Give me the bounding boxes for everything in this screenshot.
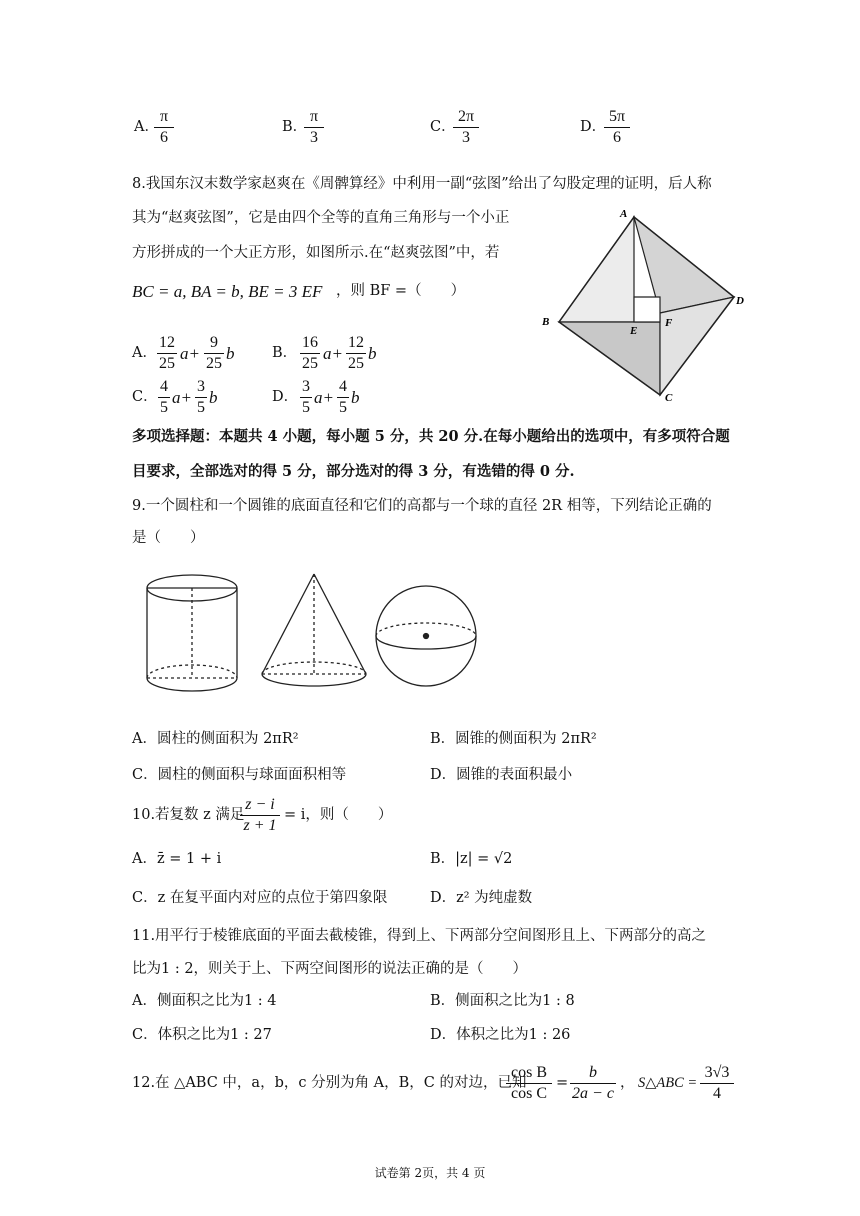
q10-option-d: D．z² 为纯虚数	[430, 890, 533, 906]
q10-fraction: z − i z + 1	[240, 796, 280, 835]
q8-option-b-coef1: 16 25	[302, 334, 318, 372]
q7-option-d-label: D．	[580, 119, 607, 135]
q9-option-b: B．圆锥的侧面积为 2πR²	[430, 731, 597, 747]
cone-figure	[262, 574, 366, 686]
q8-option-d-coef1: 3 5	[302, 378, 310, 416]
q9-stem-line1: 9.一个圆柱和一个圆锥的底面直径和它们的高都与一个球的直径 2R 相等，下列结论正确的	[132, 498, 712, 514]
q11-option-c: C．体积之比为1 : 27	[132, 1027, 272, 1043]
q10-stem-prefix: 10.若复数 z 满足	[132, 807, 245, 823]
label-a: A	[620, 208, 628, 220]
label-f: F	[665, 317, 673, 329]
q8-stem-line1: 8.我国东汉末数学家赵爽在《周髀算经》中利用一副“弦图”给出了勾股定理的证明，后人称	[132, 176, 712, 192]
q8-vector-condition: BC = a, BA = b, BE = 3 EF	[132, 282, 323, 301]
q8-option-a-coef1: 12 25	[159, 334, 175, 372]
q11-option-d: D．体积之比为1 : 26	[430, 1027, 571, 1043]
q10-option-b: B．|z| = √2	[430, 851, 513, 867]
cylinder-figure	[147, 575, 237, 691]
section-instructions-line2: 目要求，全部选对的得 5 分，部分选对的得 3 分，有选错的得 0 分.	[132, 463, 575, 480]
q11-stem-line2: 比为1 : 2，则关于上、下两空间图形的说法正确的是（ ）	[132, 961, 528, 977]
q12-area-label: S△ABC =	[638, 1075, 698, 1091]
label-c: C	[665, 392, 673, 404]
label-d: D	[736, 295, 744, 307]
inner-square	[634, 297, 660, 322]
q8-option-b-label: B．	[272, 345, 298, 361]
q9-option-c: C．圆柱的侧面积与球面面积相等	[132, 767, 347, 783]
q8-option-d-coef2: 4 5	[339, 378, 347, 416]
q12-area-fraction: 3√3 4	[700, 1064, 734, 1103]
sphere-figure	[376, 586, 476, 686]
q8-option-d-label: D．	[272, 389, 299, 405]
q11-option-a: A．侧面积之比为1 : 4	[132, 993, 277, 1009]
q11-option-b: B．侧面积之比为1 : 8	[430, 993, 575, 1009]
q12-cos-fraction: cos B cos C	[506, 1064, 552, 1103]
q8-option-c-label: C．	[132, 389, 158, 405]
q7-option-c-label: C．	[430, 119, 456, 135]
q12-stem-prefix: 12.在 △ABC 中，a，b，c 分别为角 A，B，C 的对边，已知	[132, 1075, 527, 1091]
q7-option-b-label: B．	[282, 119, 308, 135]
section-instructions-line1: 多项选择题：本题共 4 小题，每小题 5 分，共 20 分.在每小题给出的选项中，有多项符合题	[132, 428, 730, 445]
q8-option-a-coef2: 9 25	[206, 334, 222, 372]
q8-option-c-coef2: 3 5	[197, 378, 205, 416]
q8-stem-line2: 其为“赵爽弦图”，它是由四个全等的直角三角形与一个小正	[132, 210, 510, 226]
q9-option-a: A．圆柱的侧面积为 2πR²	[132, 731, 299, 747]
q8-question: ，则 BF =（ ）	[336, 283, 466, 299]
q8-option-a-label: A．	[132, 345, 157, 361]
q8-stem-line3: 方形拼成的一个大正方形，如图所示.在“赵爽弦图”中，若	[132, 245, 500, 261]
q10-stem-suffix: = i，则（ ）	[284, 807, 393, 823]
page-footer: 试卷第 2页，共 4 页	[374, 1166, 486, 1180]
q7-option-b-fraction: π 3	[304, 108, 324, 147]
zhao-shuang-diagram	[536, 205, 756, 405]
label-e: E	[630, 325, 638, 337]
q7-option-a-label: A．	[134, 119, 159, 135]
q7-option-c-fraction: 2π 3	[453, 108, 479, 147]
q10-option-a: A．z̄ = 1 + i	[132, 851, 222, 867]
q9-stem-line2: 是（ ）	[132, 530, 205, 546]
q7-option-a-fraction: π 6	[154, 108, 174, 147]
q8-option-c-coef1: 4 5	[160, 378, 168, 416]
solids-figure	[140, 566, 490, 706]
q11-stem-line1: 11.用平行于棱锥底面的平面去截棱锥，得到上、下两部分空间图形且上、下两部分的高之	[132, 928, 707, 944]
q8-option-b-coef2: 12 25	[348, 334, 364, 372]
q12-b-fraction: b 2a − c	[570, 1064, 616, 1103]
q7-option-d-fraction: 5π 6	[604, 108, 630, 147]
label-b: B	[542, 316, 550, 328]
q9-option-d: D．圆锥的表面积最小	[430, 767, 573, 783]
q10-option-c: C．z 在复平面内对应的点位于第四象限	[132, 890, 388, 906]
